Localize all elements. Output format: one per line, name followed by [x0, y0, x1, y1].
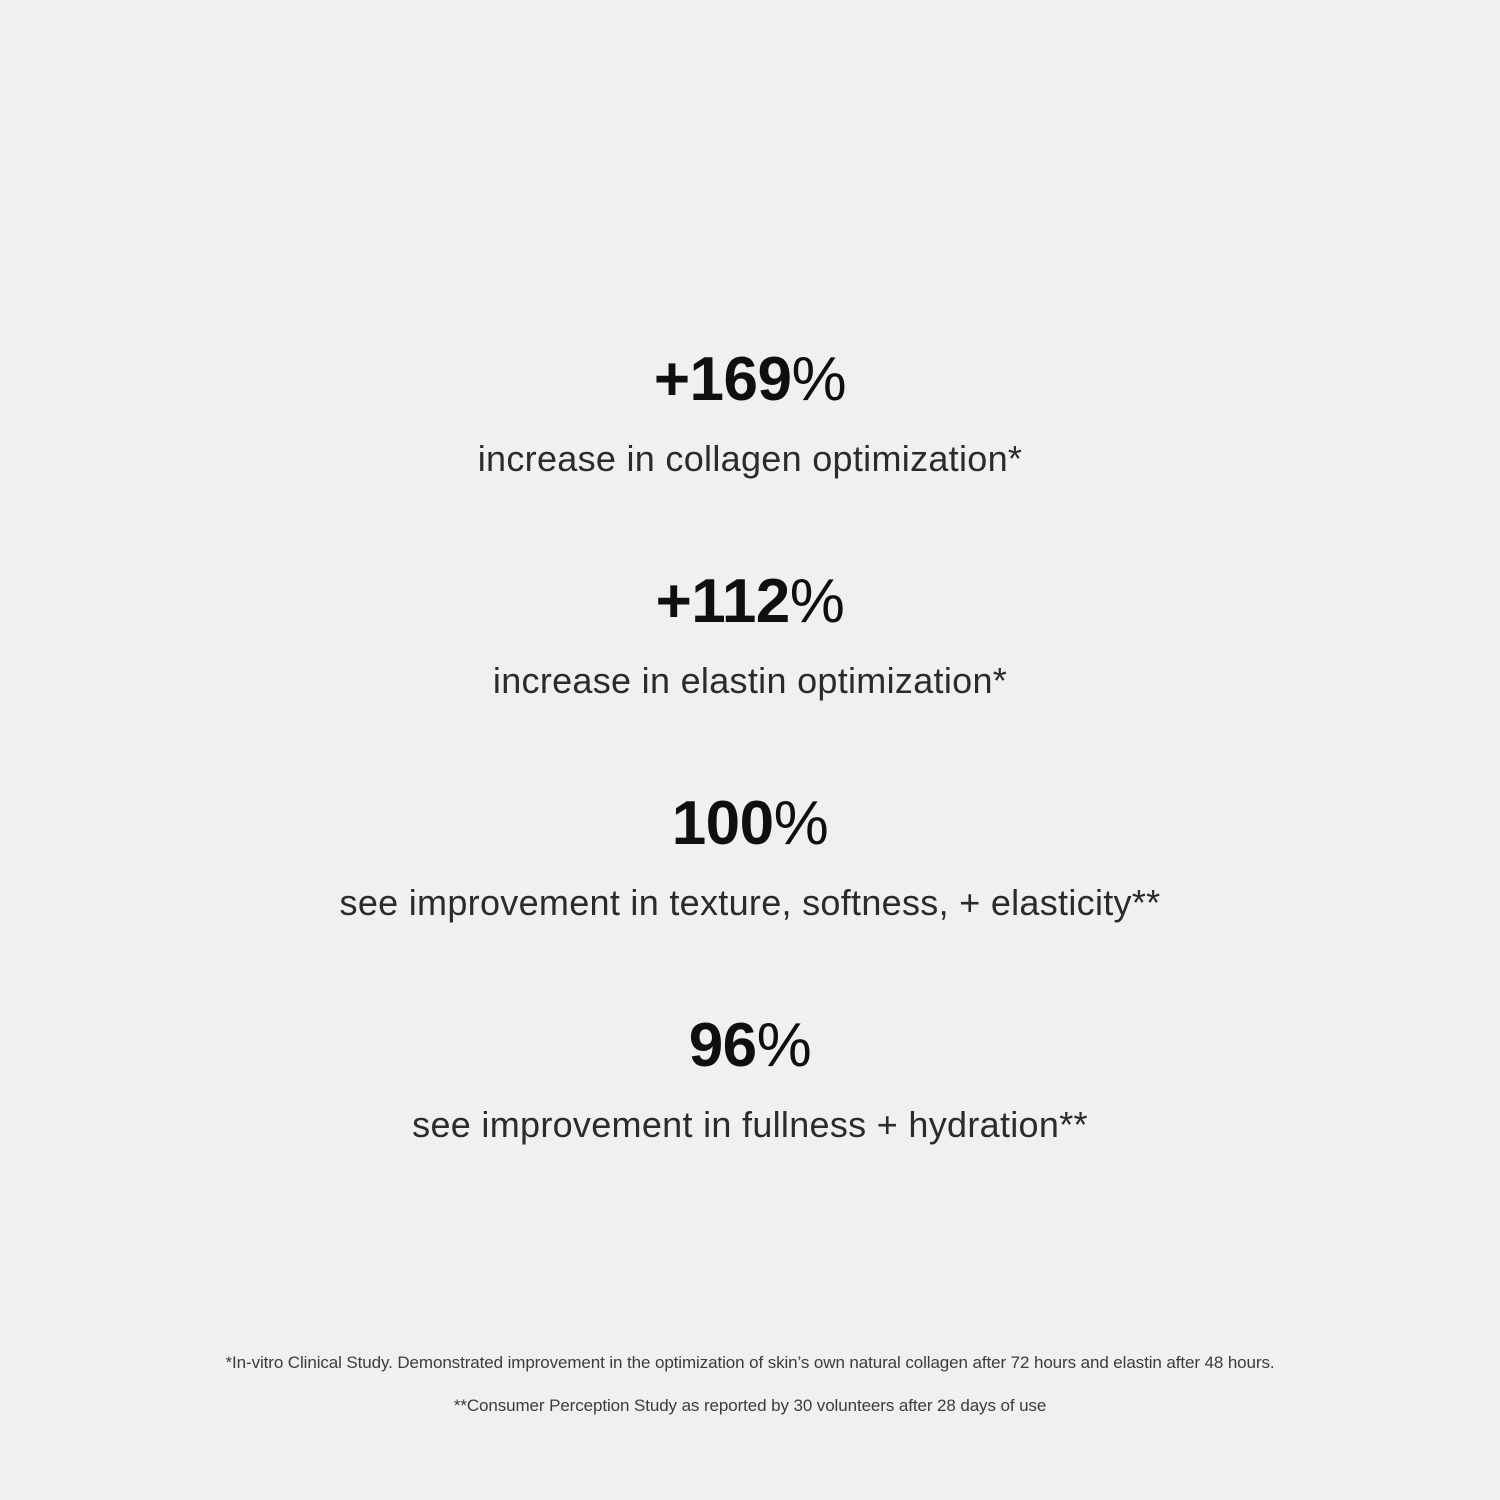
- stat-number-text: 96: [688, 1011, 757, 1080]
- percent-sign: %: [791, 345, 847, 414]
- stat-block-collagen: [0, 345, 1500, 479]
- percent-sign: %: [789, 567, 845, 636]
- stat-number-text: +169: [653, 345, 792, 414]
- stat-value-elastin: [0, 567, 1500, 636]
- stat-block-elastin: [0, 567, 1500, 701]
- percent-sign: %: [773, 789, 829, 858]
- percent-sign: %: [756, 1011, 812, 1080]
- stat-label-collagen: increase in collagen optimization*: [477, 438, 1023, 479]
- footnote-clinical-study: *In-vitro Clinical Study. Demonstrated improvement in the optimization of skin’s own natural collagen after 72 hours and elastin after 48 hours.: [225, 1353, 1275, 1372]
- stat-number-text: 100: [671, 789, 774, 858]
- stat-value-collagen: [0, 345, 1500, 414]
- footnotes-section: [0, 1353, 1500, 1416]
- stat-value-texture: [0, 789, 1500, 858]
- stat-label-texture: see improvement in texture, softness, + elasticity**: [339, 882, 1161, 923]
- stat-block-fullness: [0, 1011, 1500, 1145]
- stat-block-texture: [0, 789, 1500, 923]
- stat-number-text: +112: [655, 567, 790, 636]
- stat-value-fullness: [0, 1011, 1500, 1080]
- footnote-consumer-study: **Consumer Perception Study as reported by 30 volunteers after 28 days of use: [453, 1396, 1047, 1415]
- stat-label-fullness: see improvement in fullness + hydration**: [412, 1104, 1088, 1145]
- stat-label-elastin: increase in elastin optimization*: [492, 660, 1008, 701]
